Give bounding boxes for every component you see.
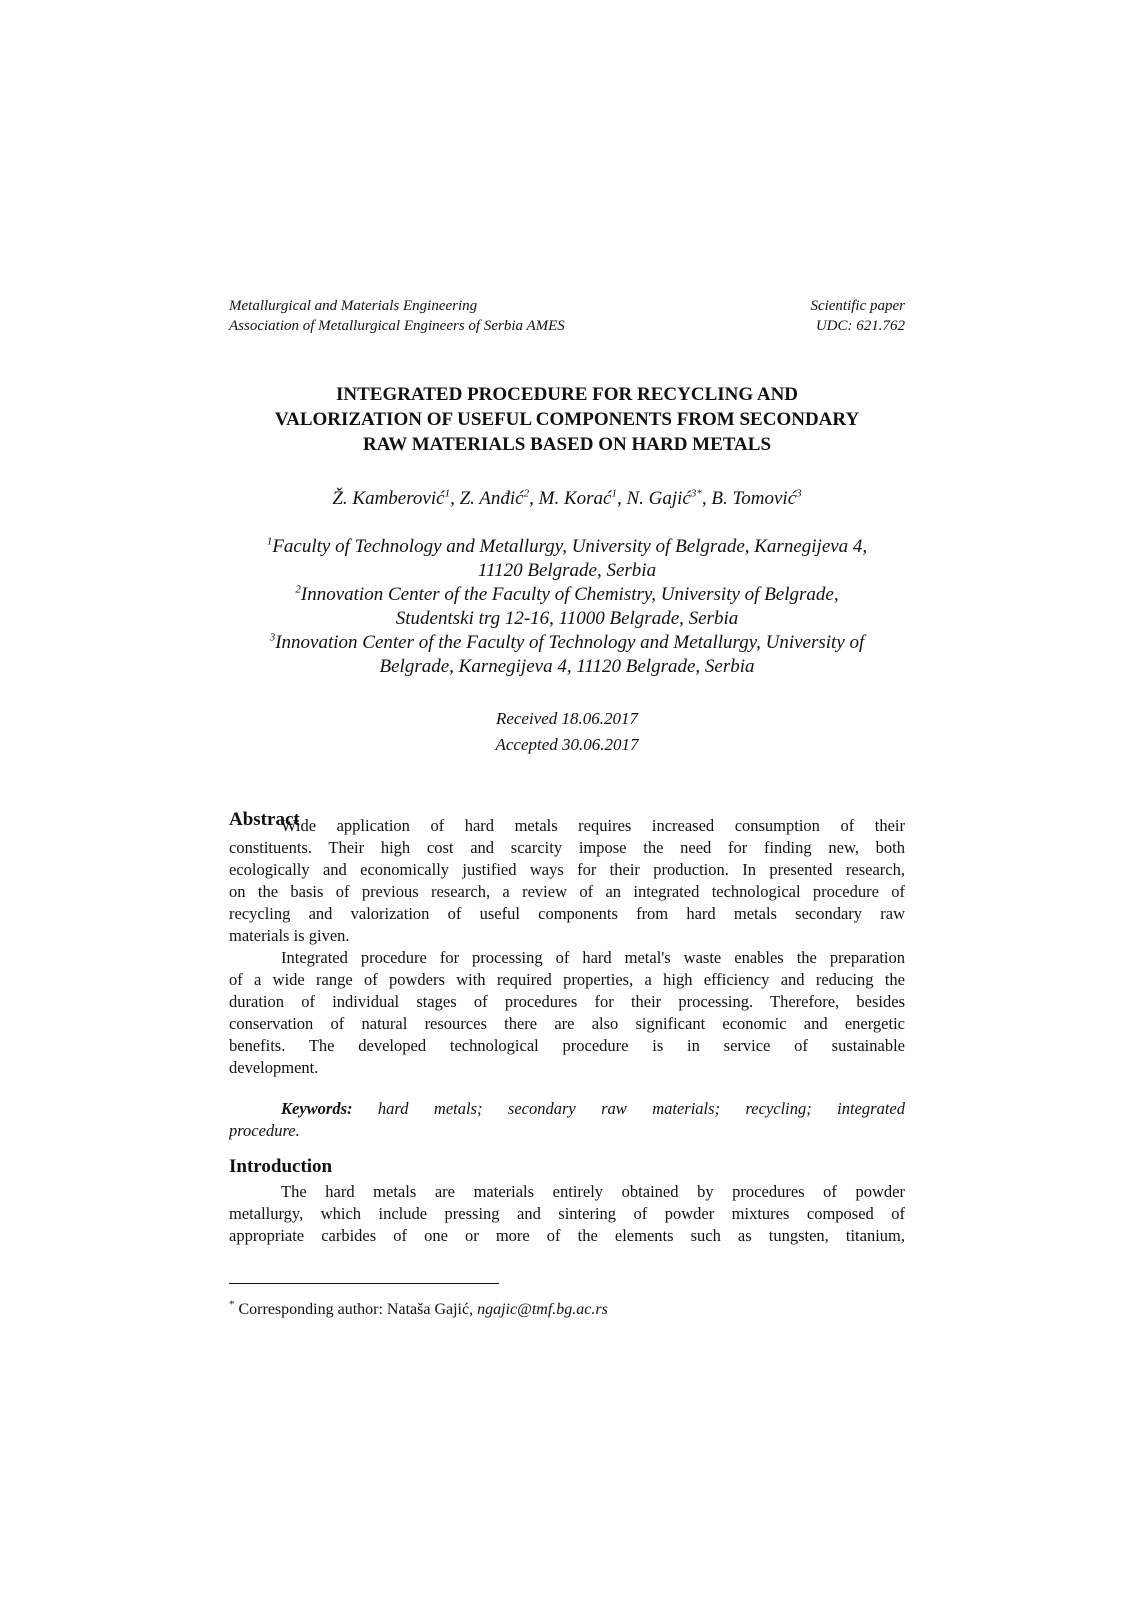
author: N. Gajić$^{3*}$,	[626, 487, 712, 509]
abstract-line: benefits. The developed technological procedure is in service of sustainable	[229, 1036, 905, 1055]
footnote-mark: *	[229, 1298, 235, 1311]
affiliation-line: 11120 Belgrade, Serbia	[477, 560, 657, 581]
abstract-line: recycling and valorization of useful components from hard metals secondary raw	[229, 904, 905, 923]
introduction-heading: Introduction	[229, 1156, 333, 1177]
introduction-line: metallurgy, which include pressing and sintering of powder mixtures composed of	[229, 1204, 905, 1223]
abstract-line: Integrated procedure for processing of hard metal's waste enables the preparation	[281, 948, 905, 967]
abstract-body	[229, 815, 905, 1079]
abstract-line: ecologically and economically justified ways for their production. In presented research,	[229, 860, 905, 879]
udc-code: UDC: 621.762	[815, 318, 905, 334]
author: M. Korać$^1$,	[538, 487, 627, 509]
abstract-line: on the basis of previous research, a review of an integrated technological procedure of	[229, 882, 905, 901]
introduction-body	[229, 1181, 905, 1247]
keywords	[229, 1098, 905, 1142]
title-line: RAW MATERIALS BASED ON HARD METALS	[362, 434, 772, 455]
received-date: Received 18.06.2017	[495, 709, 639, 728]
introduction-line: The hard metals are materials entirely obtained by procedures of powder	[281, 1182, 905, 1201]
abstract-line: development.	[229, 1058, 319, 1077]
keywords-line: Keywords: hard metals; secondary raw materials; recycling; integrated	[281, 1099, 905, 1118]
abstract-heading: Abstract	[229, 809, 300, 830]
paper-title	[229, 382, 905, 457]
author-list	[229, 487, 905, 511]
abstract-line: materials is given.	[229, 926, 350, 945]
affiliation-line: Belgrade, Karnegijeva 4, 11120 Belgrade, Serbia	[379, 656, 755, 677]
affiliation-line: Studentski trg 12-16, 11000 Belgrade, Serbia	[395, 608, 739, 629]
paper-type: Scientific paper	[810, 298, 905, 314]
affiliation-line: $^3$Innovation Center of the Faculty of Technology and Metallurgy, University of	[269, 631, 865, 653]
abstract-line: of a wide range of powders with required properties, a high efficiency and reducing the	[229, 970, 905, 989]
abstract-line: conservation of natural resources there are also significant economic and energetic	[229, 1014, 905, 1033]
title-line: VALORIZATION OF USEFUL COMPONENTS FROM SECONDARY	[274, 409, 860, 430]
abstract-line: duration of individual stages of procedures for their processing. Therefore, besides	[229, 992, 905, 1011]
affiliations	[229, 535, 905, 679]
affiliation-line: $^1$Faculty of Technology and Metallurgy, University of Belgrade, Karnegijeva 4,	[266, 535, 868, 557]
abstract-line: Wide application of hard metals requires increased consumption of their	[281, 816, 905, 835]
introduction-line: appropriate carbides of one or more of the elements such as tungsten, titanium,	[229, 1226, 905, 1245]
accepted-date: Accepted 30.06.2017	[495, 735, 639, 754]
abstract-line: constituents. Their high cost and scarcity impose the need for finding new, both	[229, 838, 905, 857]
footnote-email[interactable]: ngajic@tmf.bg.ac.rs	[477, 1301, 608, 1318]
author: B. Tomović$^3$	[711, 487, 802, 509]
journal-header	[229, 296, 905, 336]
keywords-label: Keywords:	[281, 1099, 353, 1118]
keywords-line: procedure.	[229, 1121, 300, 1140]
footnote	[229, 1300, 905, 1320]
journal-name: Metallurgical and Materials Engineering	[229, 298, 478, 314]
dates	[229, 706, 905, 758]
author: Z. Anđić$^2$,	[459, 487, 539, 509]
affiliation-line: $^2$Innovation Center of the Faculty of Chemistry, University of Belgrade,	[295, 583, 839, 605]
footnote-text: Corresponding author: Nataša Gajić,	[238, 1301, 478, 1318]
footnote-rule	[229, 1283, 499, 1284]
association-name: Association of Metallurgical Engineers of Serbia AMES	[229, 318, 565, 334]
author: Ž. Kamberović$^1$,	[332, 487, 460, 509]
title-line: INTEGRATED PROCEDURE FOR RECYCLING AND	[335, 384, 799, 405]
